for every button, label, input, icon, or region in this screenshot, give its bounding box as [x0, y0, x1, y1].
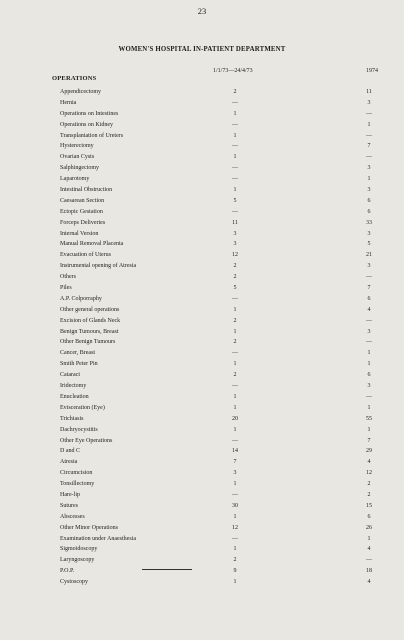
row-label: Cataract	[60, 372, 80, 379]
table-row	[60, 261, 380, 272]
row-label: Transplantation of Ureters	[60, 132, 124, 139]
table-row	[60, 566, 380, 577]
row-label: Instrumental opening of Atresia	[60, 263, 137, 270]
row-value-year: 1	[367, 361, 371, 368]
table-row	[60, 555, 380, 566]
row-value-year: 1	[367, 121, 371, 128]
row-label: Laparotomy	[60, 176, 90, 183]
row-value-period: 1	[233, 579, 237, 586]
row-value-year: 3	[367, 328, 371, 335]
row-value-period: 1	[233, 546, 237, 553]
row-value-period: 2	[233, 372, 237, 379]
row-value-year: 4	[367, 546, 371, 553]
row-label: Hare-lip	[60, 491, 80, 498]
row-value-period: —	[232, 143, 238, 150]
page-title: WOMEN'S HOSPITAL IN-PATIENT DEPARTMENT	[118, 46, 286, 53]
row-value-period: —	[232, 121, 238, 128]
table-row	[60, 544, 380, 555]
row-value-year: 3	[367, 165, 371, 172]
row-value-year: 3	[367, 263, 371, 270]
row-value-year: 4	[367, 306, 371, 313]
row-value-year: 4	[367, 579, 371, 586]
table-row	[60, 283, 380, 294]
closing-rule	[142, 569, 192, 570]
row-value-period: 1	[233, 110, 237, 117]
row-value-year: 1	[367, 535, 371, 542]
row-value-year: 33	[366, 219, 372, 226]
row-value-period: 1	[233, 306, 237, 313]
row-label: Others	[60, 274, 76, 281]
table-row	[60, 370, 380, 381]
table-row	[60, 479, 380, 490]
row-label: Appendicectomy	[60, 89, 101, 95]
row-value-year: 1	[367, 426, 371, 433]
row-label: Smith Peter Pin	[60, 361, 98, 368]
row-label: Operations on Kidney	[60, 121, 113, 128]
table-row	[60, 392, 380, 403]
page-number: 23	[197, 6, 207, 16]
table-row	[60, 141, 380, 152]
section-heading: OPERATIONS	[52, 75, 97, 82]
row-value-year: 1	[367, 350, 371, 357]
table-row	[60, 207, 380, 218]
table-row	[60, 174, 380, 185]
row-label: Evacuation of Uterus	[60, 252, 111, 259]
table-row	[60, 327, 380, 338]
table-row	[60, 414, 380, 425]
table-row	[60, 239, 380, 250]
table-row	[60, 436, 380, 447]
table-row	[60, 425, 380, 436]
table-row	[60, 359, 380, 370]
row-value-year: 3	[367, 187, 371, 194]
table-row	[60, 348, 380, 359]
row-label: Iridectomy	[60, 383, 87, 390]
table-row	[60, 87, 380, 98]
row-label: Sigmoidoscopy	[60, 546, 98, 553]
row-value-period: 12	[232, 524, 238, 531]
table-row	[60, 218, 380, 229]
row-value-period: 1	[233, 361, 237, 368]
row-label: Operations on Intestines	[60, 110, 119, 117]
row-value-period: 12	[232, 252, 238, 259]
table-row	[60, 512, 380, 523]
row-label: Trichiasis	[60, 415, 84, 422]
row-label: Ovarian Cysts	[60, 154, 95, 161]
row-label: Laryngoscopy	[60, 557, 95, 564]
row-label: Other Benign Tumours	[60, 339, 116, 346]
table-row	[60, 534, 380, 545]
row-value-period: 1	[233, 154, 237, 161]
table-row	[60, 523, 380, 534]
row-value-period: 1	[233, 513, 237, 520]
row-value-year: 7	[367, 143, 371, 150]
row-value-period: 1	[233, 404, 237, 411]
table-row	[60, 109, 380, 120]
row-value-period: 3	[233, 241, 237, 248]
operations-table	[60, 87, 380, 588]
row-value-period: —	[232, 383, 238, 390]
table-row	[60, 337, 380, 348]
row-value-year: 4	[367, 459, 371, 466]
row-label: Sutures	[60, 502, 78, 509]
table-row	[60, 120, 380, 131]
row-value-year: 1	[367, 404, 371, 411]
row-value-year: 7	[367, 437, 371, 444]
row-value-year: 3	[367, 230, 371, 237]
row-value-period: —	[232, 350, 238, 357]
row-value-period: —	[232, 208, 238, 215]
row-value-period: 3	[233, 230, 237, 237]
row-label: D and C	[60, 448, 80, 455]
row-value-period: —	[232, 99, 238, 106]
row-value-year: 6	[367, 513, 371, 520]
row-value-period: 20	[232, 415, 238, 422]
row-label: Piles	[60, 285, 72, 292]
row-value-year: —	[366, 393, 372, 400]
row-value-year: 26	[366, 524, 372, 531]
row-value-year: 21	[366, 252, 372, 259]
row-value-year: 6	[367, 372, 371, 379]
row-label: Excision of Glands Neck	[60, 317, 121, 324]
row-value-year: 11	[366, 89, 372, 95]
row-value-period: —	[232, 491, 238, 498]
table-row	[60, 468, 380, 479]
row-value-year: 6	[367, 208, 371, 215]
row-value-period: 2	[233, 557, 237, 564]
row-value-year: 18	[366, 568, 372, 575]
row-value-period: 2	[233, 89, 237, 95]
row-value-year: 12	[366, 470, 372, 477]
row-value-period: 5	[233, 285, 237, 292]
row-label: Salphingectomy	[60, 165, 99, 172]
row-value-year: —	[366, 274, 372, 281]
row-value-period: 1	[233, 328, 237, 335]
row-label: Cystoscopy	[60, 579, 89, 586]
row-label: Atresia	[60, 459, 78, 466]
row-label: Manual Removal Placenta	[60, 241, 124, 248]
row-value-year: 2	[367, 491, 371, 498]
row-value-period: 5	[233, 197, 237, 204]
table-row	[60, 229, 380, 240]
row-value-year: —	[366, 317, 372, 324]
table-row	[60, 250, 380, 261]
row-label: Evisceration (Eye)	[60, 404, 105, 411]
row-value-period: —	[232, 165, 238, 172]
row-value-period: 7	[233, 459, 237, 466]
row-value-year: —	[366, 110, 372, 117]
row-value-year: —	[366, 132, 372, 139]
row-value-period: 2	[233, 274, 237, 281]
table-row	[60, 294, 380, 305]
row-label: Intestinal Obstruction	[60, 187, 113, 194]
row-value-period: 1	[233, 187, 237, 194]
row-value-period: —	[232, 437, 238, 444]
row-value-year: 55	[366, 415, 372, 422]
row-value-period: 2	[233, 339, 237, 346]
column-header-period: 1/1/73—24/4/73	[213, 68, 253, 74]
row-value-period: —	[232, 535, 238, 542]
row-value-year: —	[366, 154, 372, 161]
row-value-year: 2	[367, 481, 371, 488]
row-label: A.P. Colporraphy	[60, 295, 102, 302]
table-row	[60, 403, 380, 414]
row-value-period: 1	[233, 481, 237, 488]
row-value-period: —	[232, 176, 238, 183]
row-label: Tonsillectomy	[60, 481, 95, 488]
table-row	[60, 272, 380, 283]
row-value-period: 11	[232, 219, 238, 226]
table-row	[60, 185, 380, 196]
table-row	[60, 381, 380, 392]
row-value-year: 15	[366, 502, 372, 509]
row-label: Examination under Anaesthesia	[60, 535, 136, 542]
row-label: Forceps Deliveries	[60, 219, 106, 226]
row-label: Caesarean Section	[60, 197, 105, 204]
row-value-period: 3	[233, 470, 237, 477]
row-value-year: 6	[367, 197, 371, 204]
row-value-period: 1	[233, 426, 237, 433]
row-value-period: 2	[233, 263, 237, 270]
row-label: Circumcision	[60, 470, 93, 477]
row-value-year: —	[366, 339, 372, 346]
table-row	[60, 98, 380, 109]
row-label: Other Minor Operations	[60, 524, 118, 531]
table-row	[60, 152, 380, 163]
table-row	[60, 457, 380, 468]
table-row	[60, 501, 380, 512]
row-value-year: 5	[367, 241, 371, 248]
row-label: Internal Version	[60, 230, 99, 237]
row-value-year: 29	[366, 448, 372, 455]
row-label: Other general operations	[60, 306, 120, 313]
row-label: Cancer, Breast	[60, 350, 96, 357]
row-label: Other Eye Operations	[60, 437, 113, 444]
table-row	[60, 305, 380, 316]
column-header-year: 1974	[366, 68, 378, 74]
row-value-year: 6	[367, 295, 371, 302]
row-value-period: 9	[233, 568, 237, 575]
row-label: Abscesses	[60, 513, 85, 520]
table-row	[60, 163, 380, 174]
table-row	[60, 316, 380, 327]
row-value-period: 1	[233, 132, 237, 139]
row-value-year: —	[366, 557, 372, 564]
table-row	[60, 131, 380, 142]
table-row	[60, 446, 380, 457]
row-value-period: 2	[233, 317, 237, 324]
row-label: Dachryocystitis	[60, 426, 98, 433]
row-value-year: 1	[367, 176, 371, 183]
row-value-period: 30	[232, 502, 238, 509]
row-value-year: 3	[367, 99, 371, 106]
row-value-year: 3	[367, 383, 371, 390]
row-value-period: 1	[233, 393, 237, 400]
row-label: Ectopic Gestation	[60, 208, 103, 215]
row-value-period: —	[232, 295, 238, 302]
row-label: Hysterectomy	[60, 143, 94, 150]
row-value-year: 7	[367, 285, 371, 292]
row-label: P.O.P.	[60, 568, 75, 575]
row-label: Benign Tumours, Breast	[60, 328, 119, 335]
table-row	[60, 490, 380, 501]
table-row	[60, 577, 380, 588]
row-label: Enucleation	[60, 393, 89, 400]
row-value-period: 14	[232, 448, 238, 455]
table-row	[60, 196, 380, 207]
row-label: Hernia	[60, 99, 77, 106]
